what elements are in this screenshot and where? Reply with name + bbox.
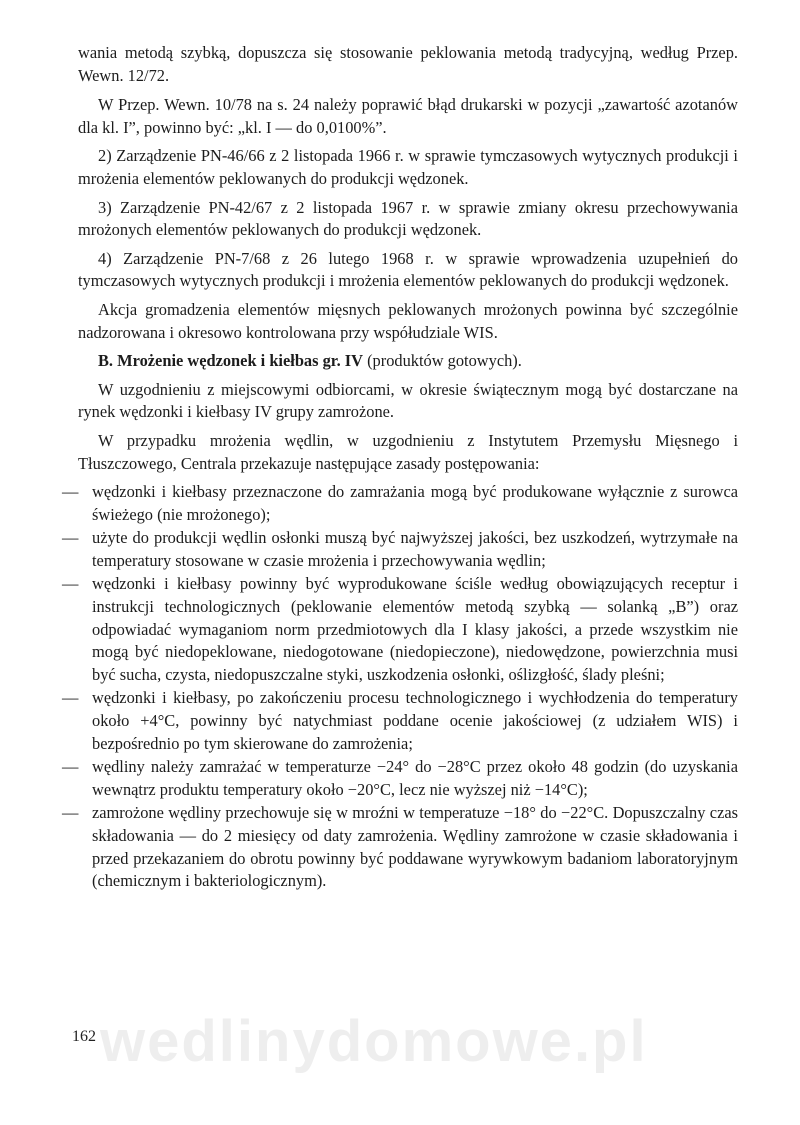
dash-marker: — — [62, 528, 79, 548]
paragraph-regulation-3: 3) Zarządzenie PN-42/67 z 2 listopada 1967 r. w sprawie zmiany okresu przechowywania mrożonych elementów peklowanych do produkcji wędzonek. — [78, 197, 738, 240]
paragraph-collection-note: Akcja gromadzenia elementów mięsnych peklowanych mrożonych powinna być szczególnie nadzorowana i okresowo kontrolowana przy współudziale WIS. — [78, 299, 738, 342]
document-page — [62, 42, 738, 894]
list-item-text: wędzonki i kiełbasy przeznaczone do zamrażania mogą być produkowane wyłącznie z surowca świeżego (nie mrożonego); — [92, 482, 738, 524]
paragraph-regulation-2: 2) Zarządzenie PN-46/66 z 2 listopada 1966 r. w sprawie tymczasowych wytycznych produkcji i mrożenia elementów peklowanych do produkcji wędzonek. — [78, 146, 738, 188]
dash-marker: — — [62, 482, 79, 502]
paragraph-procedure-intro: W przypadku mrożenia wędlin, w uzgodnieniu z Instytutem Przemysłu Mięsnego i Tłuszczowego, Centrala przekazuje następujące zasady postępowania: — [78, 430, 738, 473]
section-heading-b — [78, 350, 738, 373]
dash-marker: — — [62, 688, 79, 708]
paragraph-erratum: W Przep. Wewn. 10/78 na s. 24 należy poprawić błąd drukarski w pozycji „zawartość azotanów dla kl. I”, powinno być: „kl. I — do 0,0100%”. — [78, 95, 738, 137]
list-item — [62, 802, 738, 892]
list-item-text: zamrożone wędliny przechowuje się w mroźni w temperatuze −18° do −22°C. Dopuszczalny czas składowania — do 2 miesięcy od daty zamrożenia. Wędliny zamrożone w czasie składowania i przed przekazaniem do obrotu powinny być poddawane wyrywkowym badaniom laboratoryjnym (chemicznym i bakteriologicznym). — [92, 803, 738, 891]
section-heading-bold: B. Mrożenie wędzonek i kiełbas gr. IV — [98, 351, 363, 371]
list-item-text: wędzonki i kiełbasy, po zakończeniu procesu technologicznego i wychłodzenia do temperatury około +4°C, powinny być natychmiast poddane ocenie jakościowej (z udziałem WIS) i bezpośrednio po tym skierowane do zamrożenia; — [92, 688, 738, 753]
list-item — [62, 687, 738, 755]
paragraph-continuation: wania metodą szybką, dopuszcza się stosowanie peklowania metodą tradycyjną, według Przep. Wewn. 12/72. — [78, 43, 738, 85]
dash-marker: — — [62, 757, 79, 777]
list-item — [62, 573, 738, 686]
rules-list — [62, 481, 738, 893]
list-item-text: wędzonki i kiełbasy powinny być wyprodukowane ściśle według obowiązujących receptur i instrukcji technologicznych (peklowanie elementów metodą szybką — solanką „B”) oraz odpowiadać wymaganiom norm przedmiotowych dla I klasy jakości, a przede wszystkim nie mogą być niedopeklowane, niedogotowane (niedopieczone), niedowędzone, powierzchnia musi być sucha, czysta, niedopuszczalne styki, uszkodzenia osłonki, oślizgłość, ślady pleśni; — [92, 574, 738, 684]
list-item-text: wędliny należy zamrażać w temperaturze −24° do −28°C przez około 48 godzin (do uzyskania wewnątrz produktu temperatury około −20°C, lecz nie wyższej niż −14°C); — [92, 757, 738, 799]
watermark: wedlinydomowe.pl — [100, 1009, 648, 1074]
section-heading-rest: (produktów gotowych). — [362, 351, 522, 371]
paragraph-agreement: W uzgodnieniu z miejscowymi odbiorcami, w okresie świątecznym mogą być dostarczane na rynek wędzonki i kiełbasy IV grupy zamrożone. — [78, 379, 738, 422]
paragraph-regulation-4: 4) Zarządzenie PN-7/68 z 26 lutego 1968 r. w sprawie wprowadzenia uzupełnień do tymczasowych wytycznych produkcji i mrożenia elementów peklowanych do produkcji wędzonek. — [78, 248, 738, 291]
dash-marker: — — [62, 574, 79, 594]
list-item — [62, 481, 738, 526]
page-number: 162 — [72, 1028, 96, 1045]
list-item — [62, 527, 738, 572]
dash-marker: — — [62, 803, 79, 823]
list-item-text: użyte do produkcji wędlin osłonki muszą być najwyższej jakości, bez uszkodzeń, wytrzymałe na temperatury stosowane w czasie mrożenia i przechowywania wędlin; — [92, 528, 738, 570]
list-item — [62, 756, 738, 801]
